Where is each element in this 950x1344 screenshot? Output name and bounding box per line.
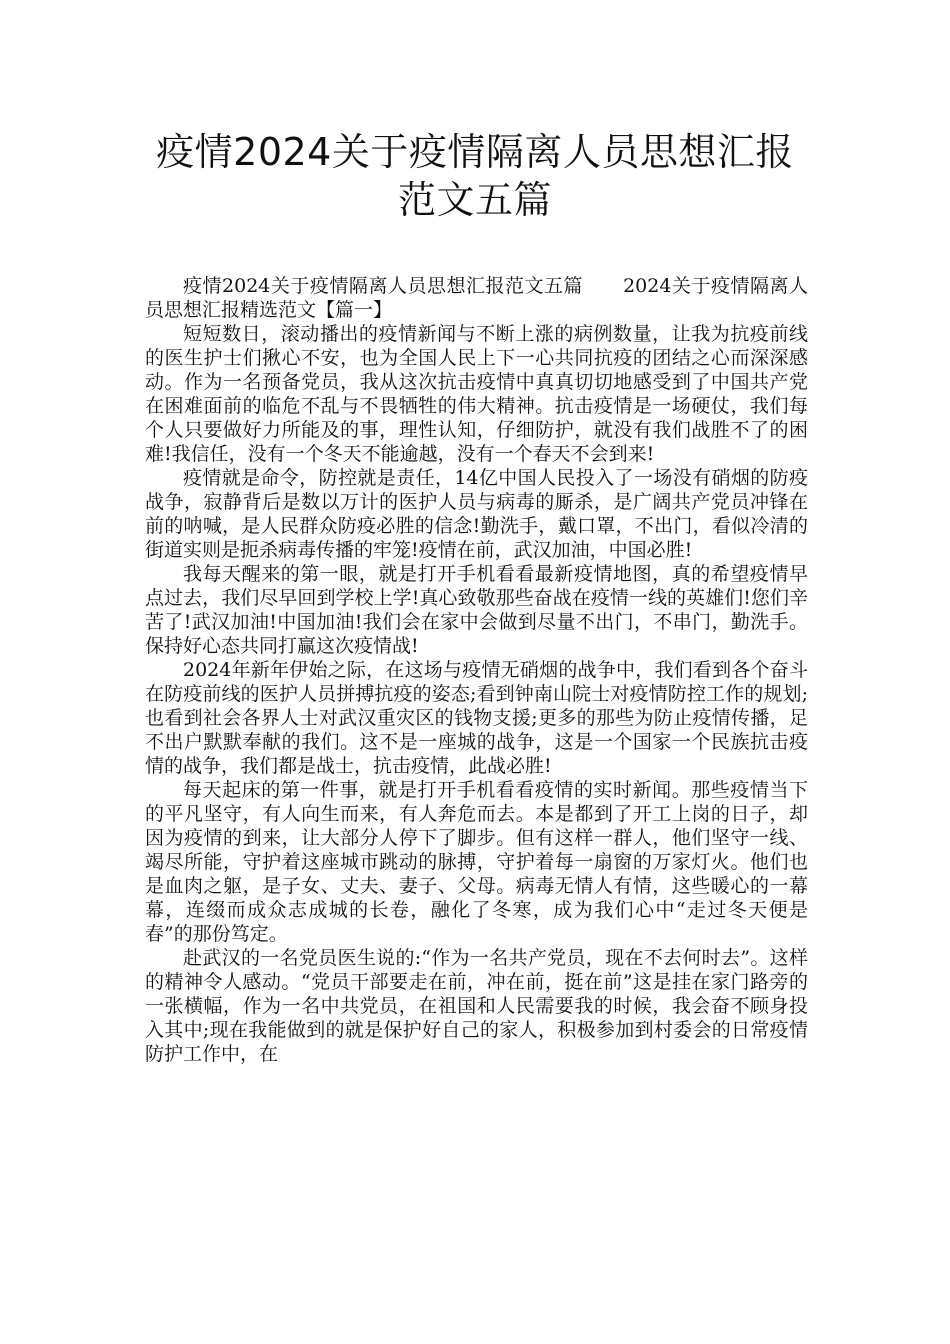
intro-paragraph	[145, 274, 808, 322]
body-paragraph: 2024年新年伊始之际，在这场与疫情无硝烟的战争中，我们看到各个奋斗在防疫前线的医护人员拼搏抗疫的姿态;看到钟南山院士对疫情防控工作的规划;也看到社会各界人士对武汉重灾区的钱物支援;更多的那些为防止疫情传播，足不出户默默奉献的我们。这不是一座城的战争，这是一个国家一个民族抗击疫情的战争，我们都是战士，抗击疫情，此战必胜!	[145, 659, 808, 777]
title-line-2: 范文五篇	[397, 178, 552, 222]
intro-title-repeat: 疫情2024关于疫情隔离人员思想汇报范文五篇	[183, 275, 584, 297]
body-paragraph: 每天起床的第一件事，就是打开手机看看疫情的实时新闻。那些疫情当下的平凡坚守，有人向生而来，有人奔危而去。本是都到了开工上岗的日子，却因为疫情的到来，让大部分人停下了脚步。但有这样一群人，他们坚守一线、竭尽所能，守护着这座城市跳动的脉搏，守护着每一扇窗的万家灯火。他们也是血肉之躯，是子女、丈夫、妻子、父母。病毒无情人有情，这些暖心的一幕幕，连缀而成众志成城的长卷，融化了冬寒，成为我们心中“走过冬天便是春”的那份笃定。	[145, 779, 808, 945]
document-title	[120, 128, 830, 224]
section-heading: 2024关于疫情隔离人员思想汇报精选范文【篇一】	[145, 275, 808, 321]
body-paragraph: 短短数日，滚动播出的疫情新闻与不断上涨的病例数量，让我为抗疫前线的医生护士们揪心不安，也为全国人民上下一心共同抗疫的团结之心而深深感动。作为一名预备党员，我从这次抗击疫情中真真切切地感受到了中国共产党在困难面前的临危不乱与不畏牺牲的伟大精神。抗击疫情是一场硬仗，我们每个人只要做好力所能及的事，理性认知，仔细防护，就没有我们战胜不了的困难!我信任，没有一个冬天不能逾越，没有一个春天不会到来!	[145, 323, 808, 465]
body-paragraph: 我每天醒来的第一眼，就是打开手机看看最新疫情地图，真的希望疫情早点过去，我们尽早回到学校上学!真心致敬那些奋战在疫情一线的英雄们!您们辛苦了!武汉加油!中国加油!我们会在家中会做到尽量不出门，不串门，勤洗手。保持好心态共同打赢这次疫情战!	[145, 563, 808, 657]
document-body	[145, 274, 808, 1066]
body-paragraph: 疫情就是命令，防控就是责任，14亿中国人民投入了一场没有硝烟的防疫战争，寂静背后是数以万计的医护人员与病毒的厮杀，是广阔共产党员冲锋在前的呐喊，是人民群众防疫必胜的信念!勤洗手，戴口罩，不出门，看似冷清的街道实则是扼杀病毒传播的牢笼!疫情在前，武汉加油，中国必胜!	[145, 467, 808, 561]
title-line-1: 疫情2024关于疫情隔离人员思想汇报	[156, 130, 794, 174]
body-paragraph: 赴武汉的一名党员医生说的:“作为一名共产党员，现在不去何时去”。这样的精神令人感动。“党员干部要走在前，冲在前，挺在前”这是挂在家门路旁的一张横幅，作为一名中共党员，在祖国和人民需要我的时候，我会奋不顾身投入其中;现在我能做到的就是保护好自己的家人，积极参加到村委会的日常疫情防护工作中，在	[145, 947, 808, 1065]
